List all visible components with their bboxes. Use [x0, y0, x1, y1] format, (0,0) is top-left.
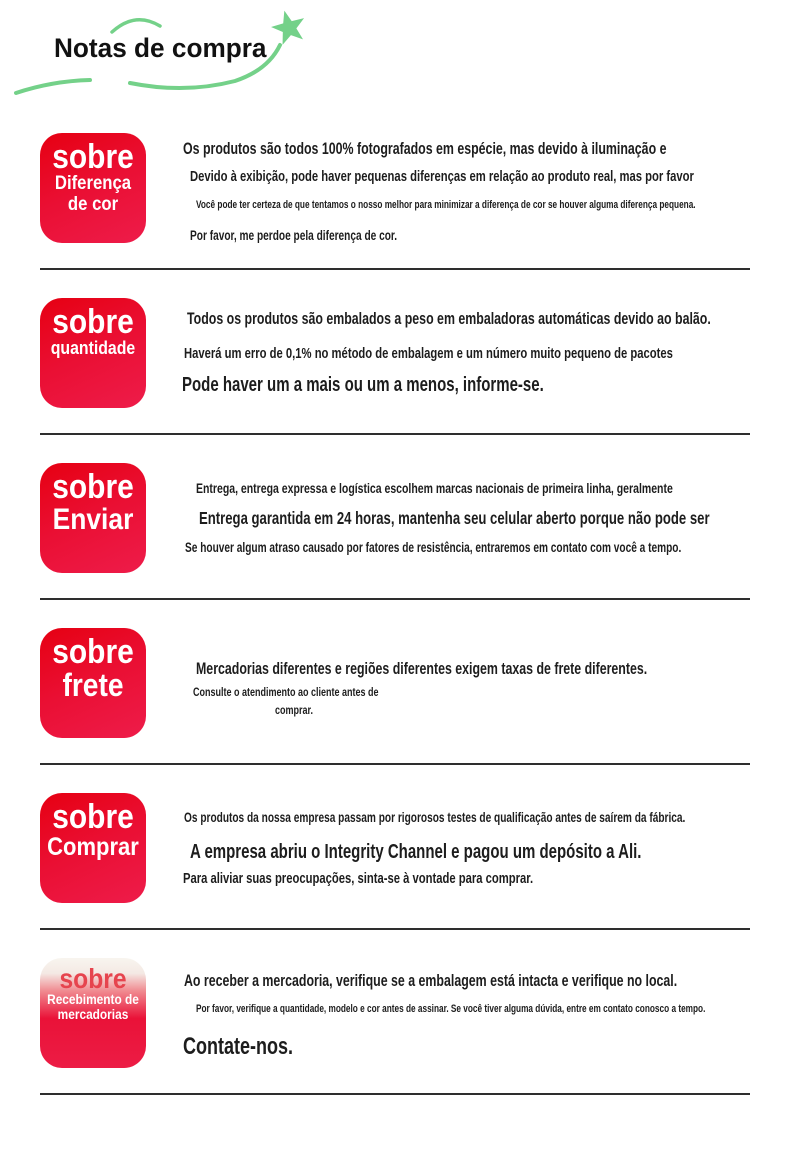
text-line: Entrega, entrega expressa e logística escolhem marcas nacionais de primeira linha, geralmente: [196, 480, 673, 496]
badge-title: sobre: [52, 633, 134, 671]
text-line: Contate-nos.: [183, 1032, 294, 1060]
badge-subtitle: [40, 338, 146, 358]
text-line: Entrega garantida em 24 horas, mantenha seu celular aberto porque não pode ser: [199, 507, 710, 528]
star-icon: [268, 6, 309, 46]
text-line: Todos os produtos são embalados a peso em embaladoras automáticas devido ao balão.: [187, 310, 711, 328]
section-lines: [146, 628, 750, 718]
text-line: Pode haver um a mais ou um a menos, informe-se.: [182, 373, 544, 396]
badge-title: sobre: [52, 798, 134, 836]
badge-subtitle: [40, 992, 146, 1022]
purchase-note-section: [40, 133, 750, 270]
sobre-badge: [40, 628, 146, 738]
badge-subtitle-line: frete: [62, 666, 124, 703]
badge-title: sobre: [52, 303, 134, 341]
purchase-note-section: [40, 793, 750, 930]
badge-subtitle-line: Comprar: [47, 832, 139, 861]
sobre-badge: [40, 133, 146, 243]
section-lines: [146, 463, 750, 556]
arc-line: [112, 20, 160, 32]
purchase-note-section: [40, 958, 750, 1095]
badge-title: sobre: [52, 138, 134, 176]
badge-subtitle-line: quantidade: [50, 337, 136, 358]
text-line: Os produtos são todos 100% fotografados em espécie, mas devido à iluminação e: [183, 140, 667, 158]
badge-subtitle: [40, 503, 146, 537]
sobre-badge: [40, 463, 146, 573]
text-line: comprar.: [275, 703, 314, 718]
badge-subtitle-line: de cor: [67, 193, 119, 215]
badge-subtitle-line: mercadorias: [57, 1006, 129, 1022]
text-line: Para aliviar suas preocupações, sinta-se à vontade para comprar.: [183, 870, 534, 888]
section-lines: [146, 793, 750, 888]
purchase-note-section: [40, 628, 750, 765]
text-line: Se houver algum atraso causado por fatores de resistência, entraremos em contato com você a tempo.: [185, 539, 682, 555]
sobre-badge: [40, 793, 146, 903]
badge-subtitle-line: Recebimento de: [47, 991, 139, 1007]
text-line: A empresa abriu o Integrity Channel e pagou um depósito a Ali.: [190, 841, 642, 864]
badge-subtitle-line: Enviar: [52, 502, 134, 536]
text-line: Por favor, me perdoe pela diferença de cor.: [190, 227, 398, 243]
badge-subtitle: [40, 173, 146, 216]
text-line: Devido à exibição, pode haver pequenas diferenças em relação ao produto real, mas por favor: [190, 167, 694, 185]
section-lines: [146, 133, 750, 244]
text-line: Por favor, verifique a quantidade, modelo e cor antes de assinar. Se você tiver alguma dúvida, entre em contato conosco a tempo.: [196, 1002, 706, 1015]
sections: [40, 133, 750, 1095]
text-line: Ao receber a mercadoria, verifique se a embalagem está intacta e verifique no local.: [184, 972, 678, 990]
page-title: Notas de compra: [54, 33, 267, 63]
text-line: Mercadorias diferentes e regiões diferentes exigem taxas de frete diferentes.: [196, 660, 648, 678]
swoosh-left-line: [16, 80, 90, 93]
section-lines: [146, 298, 750, 397]
purchase-note-section: [40, 298, 750, 435]
badge-subtitle: [40, 668, 146, 704]
header: [0, 0, 790, 133]
text-line: Os produtos da nossa empresa passam por rigorosos testes de qualificação antes de saírem da fábrica.: [184, 810, 686, 825]
sobre-badge: [40, 298, 146, 408]
text-line: Haverá um erro de 0,1% no método de embalagem e um número muito pequeno de pacotes: [184, 344, 673, 362]
purchase-note-section: [40, 463, 750, 600]
badge-subtitle: [40, 833, 146, 861]
sobre-badge: [40, 958, 146, 1068]
section-lines: [146, 958, 750, 1062]
text-line: Você pode ter certeza de que tentamos o nosso melhor para minimizar a diferença de cor se houver alguma diferença pequena.: [196, 198, 696, 211]
badge-subtitle-line: Diferença: [54, 172, 132, 194]
text-line: Consulte o atendimento ao cliente antes de: [193, 684, 379, 699]
badge-title: sobre: [52, 468, 134, 506]
badge-title: sobre: [59, 963, 127, 994]
